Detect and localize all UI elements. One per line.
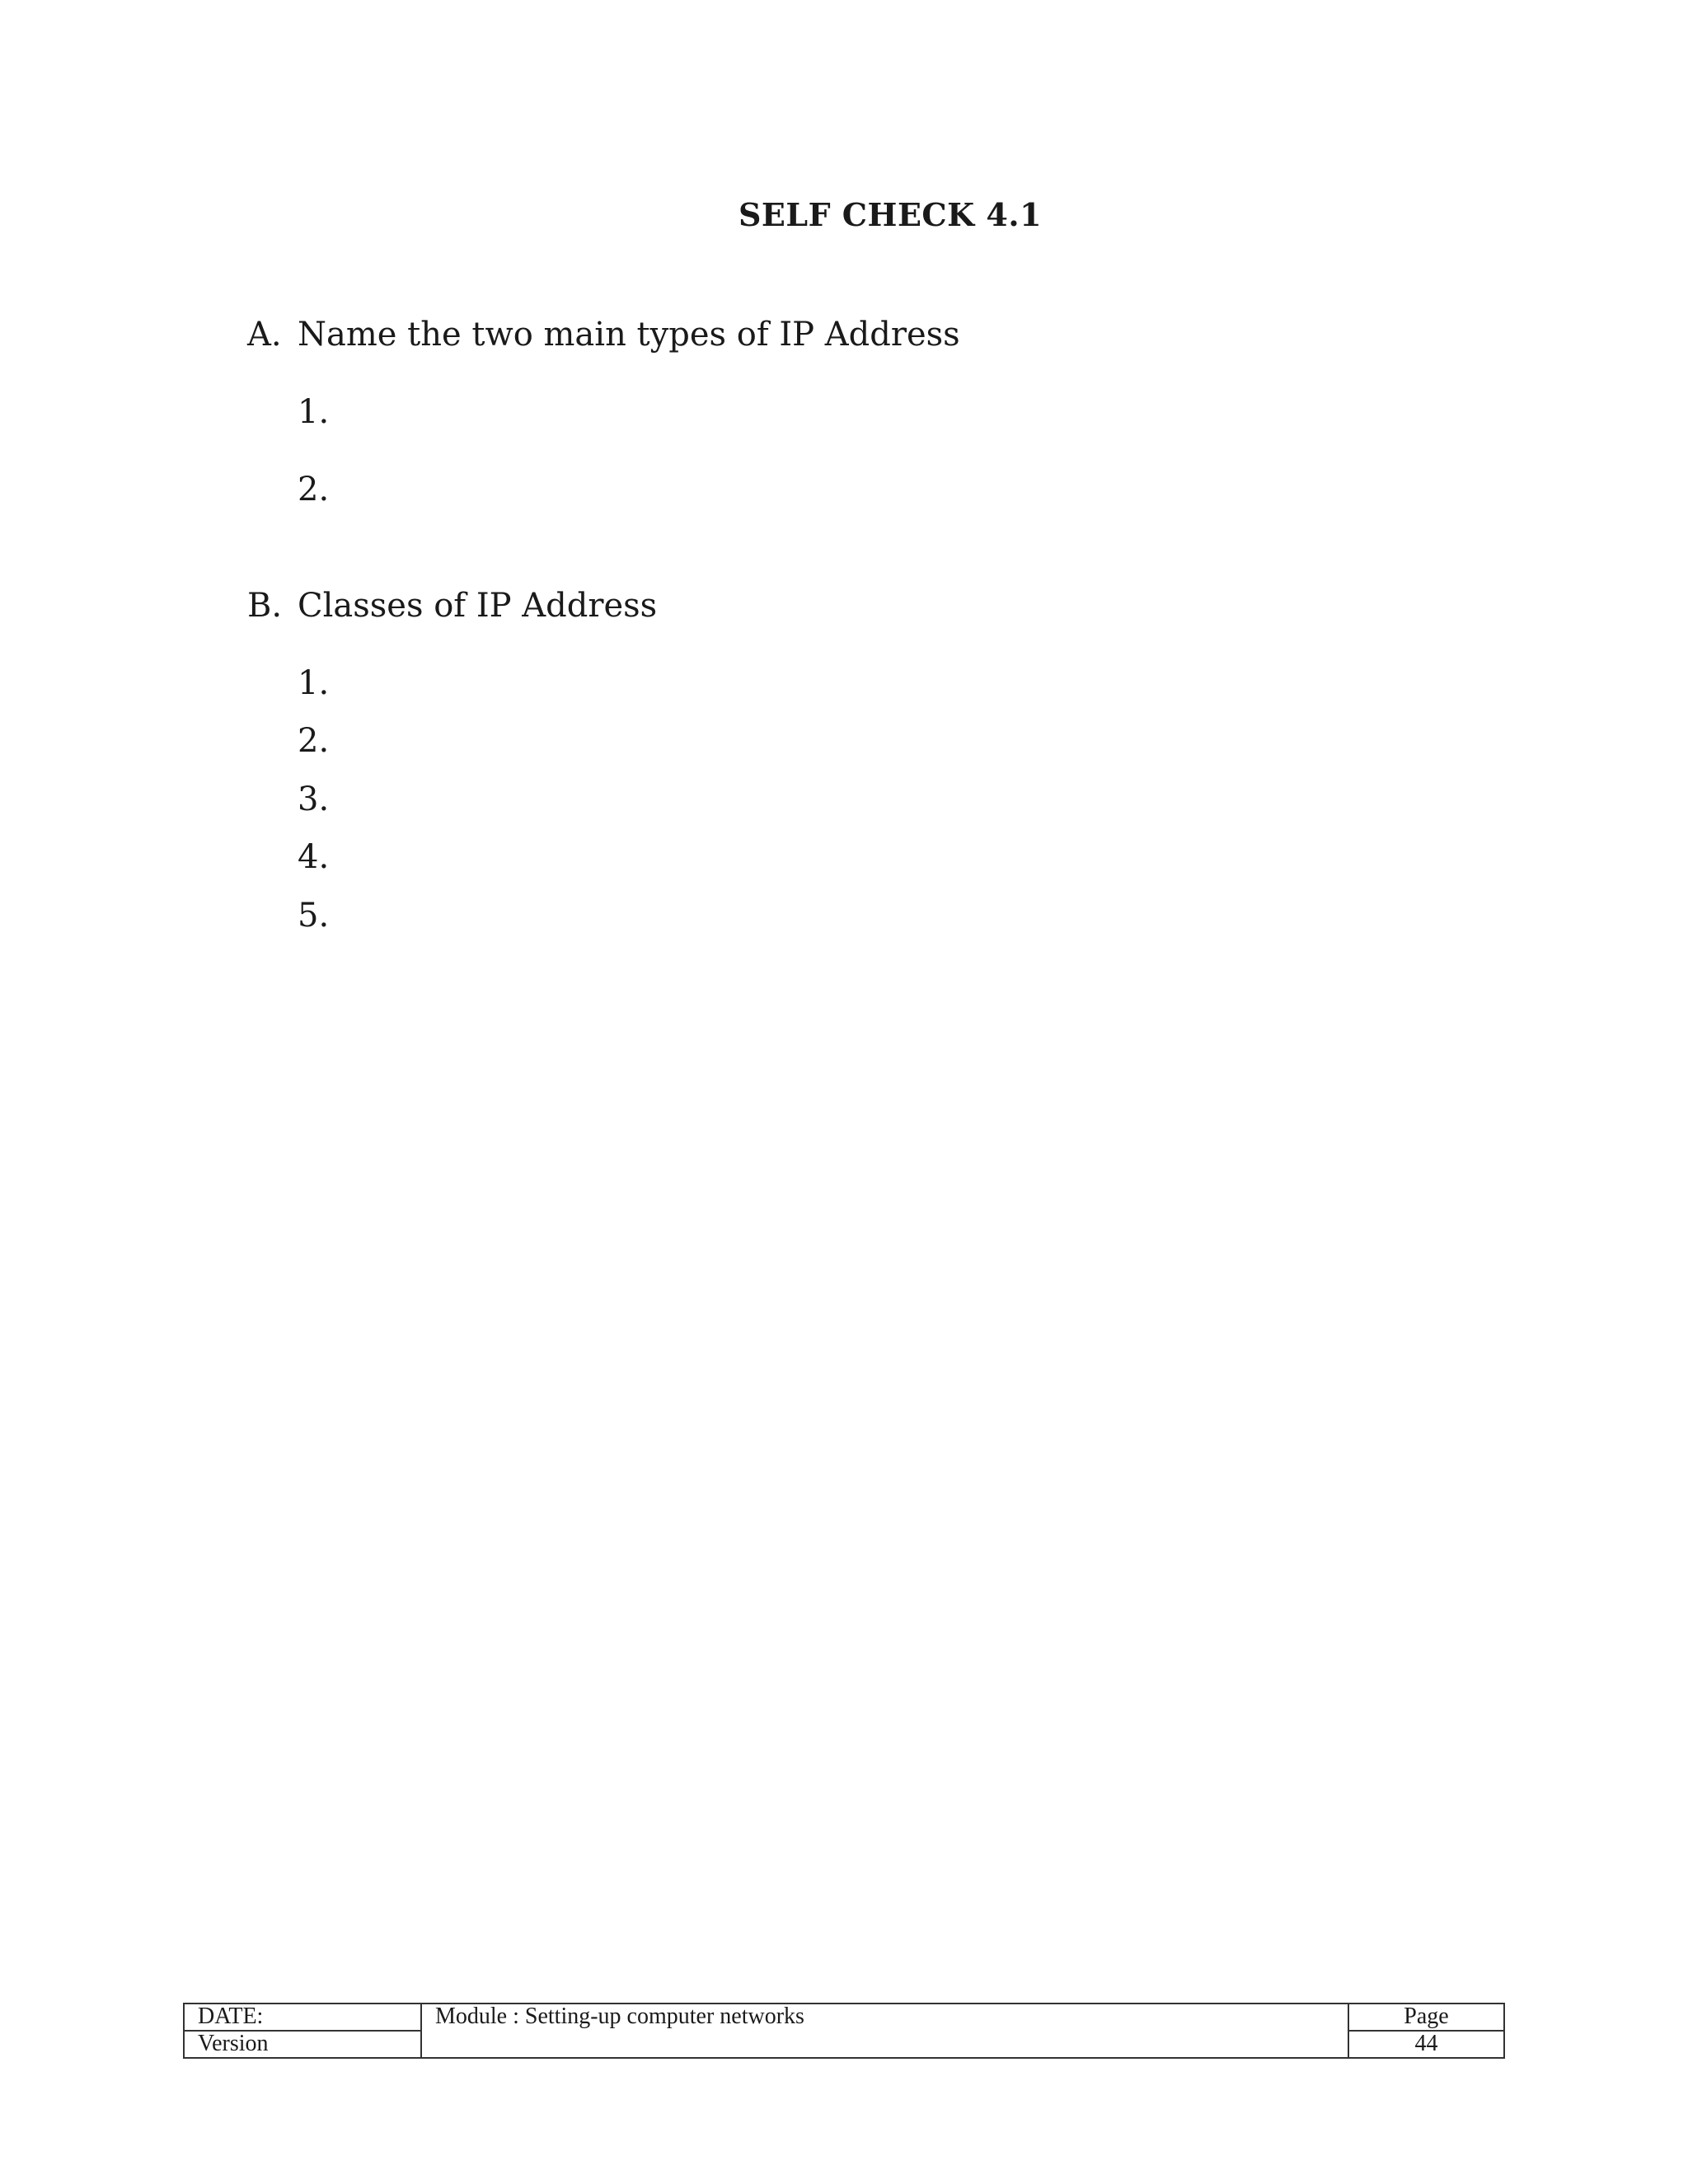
page-title: SELF CHECK 4.1 [738, 196, 1043, 233]
footer-date-label: DATE: [184, 2004, 421, 2031]
section-b-item-4: 4. [298, 838, 330, 876]
section-b-letter: B. [247, 587, 283, 625]
footer-module-text: Module : Setting-up computer networks [421, 2004, 1348, 2058]
section-b-item-5: 5. [298, 897, 330, 935]
footer-table [183, 2003, 1505, 2059]
section-a-letter: A. [247, 316, 282, 354]
footer-version-label: Version [184, 2031, 421, 2058]
section-b-heading-text: Classes of IP Address [298, 587, 658, 625]
footer-page-label: Page [1348, 2004, 1504, 2031]
section-a-heading-text: Name the two main types of IP Address [298, 316, 960, 354]
footer-page-number: 44 [1348, 2031, 1504, 2058]
section-a-item-2: 2. [298, 471, 330, 509]
section-b-item-2: 2. [298, 722, 330, 760]
section-a-heading [247, 316, 960, 354]
section-b-heading [247, 587, 657, 625]
section-b-item-1: 1. [298, 664, 330, 702]
section-a-item-1: 1. [298, 393, 330, 431]
section-b-item-3: 3. [298, 780, 330, 818]
